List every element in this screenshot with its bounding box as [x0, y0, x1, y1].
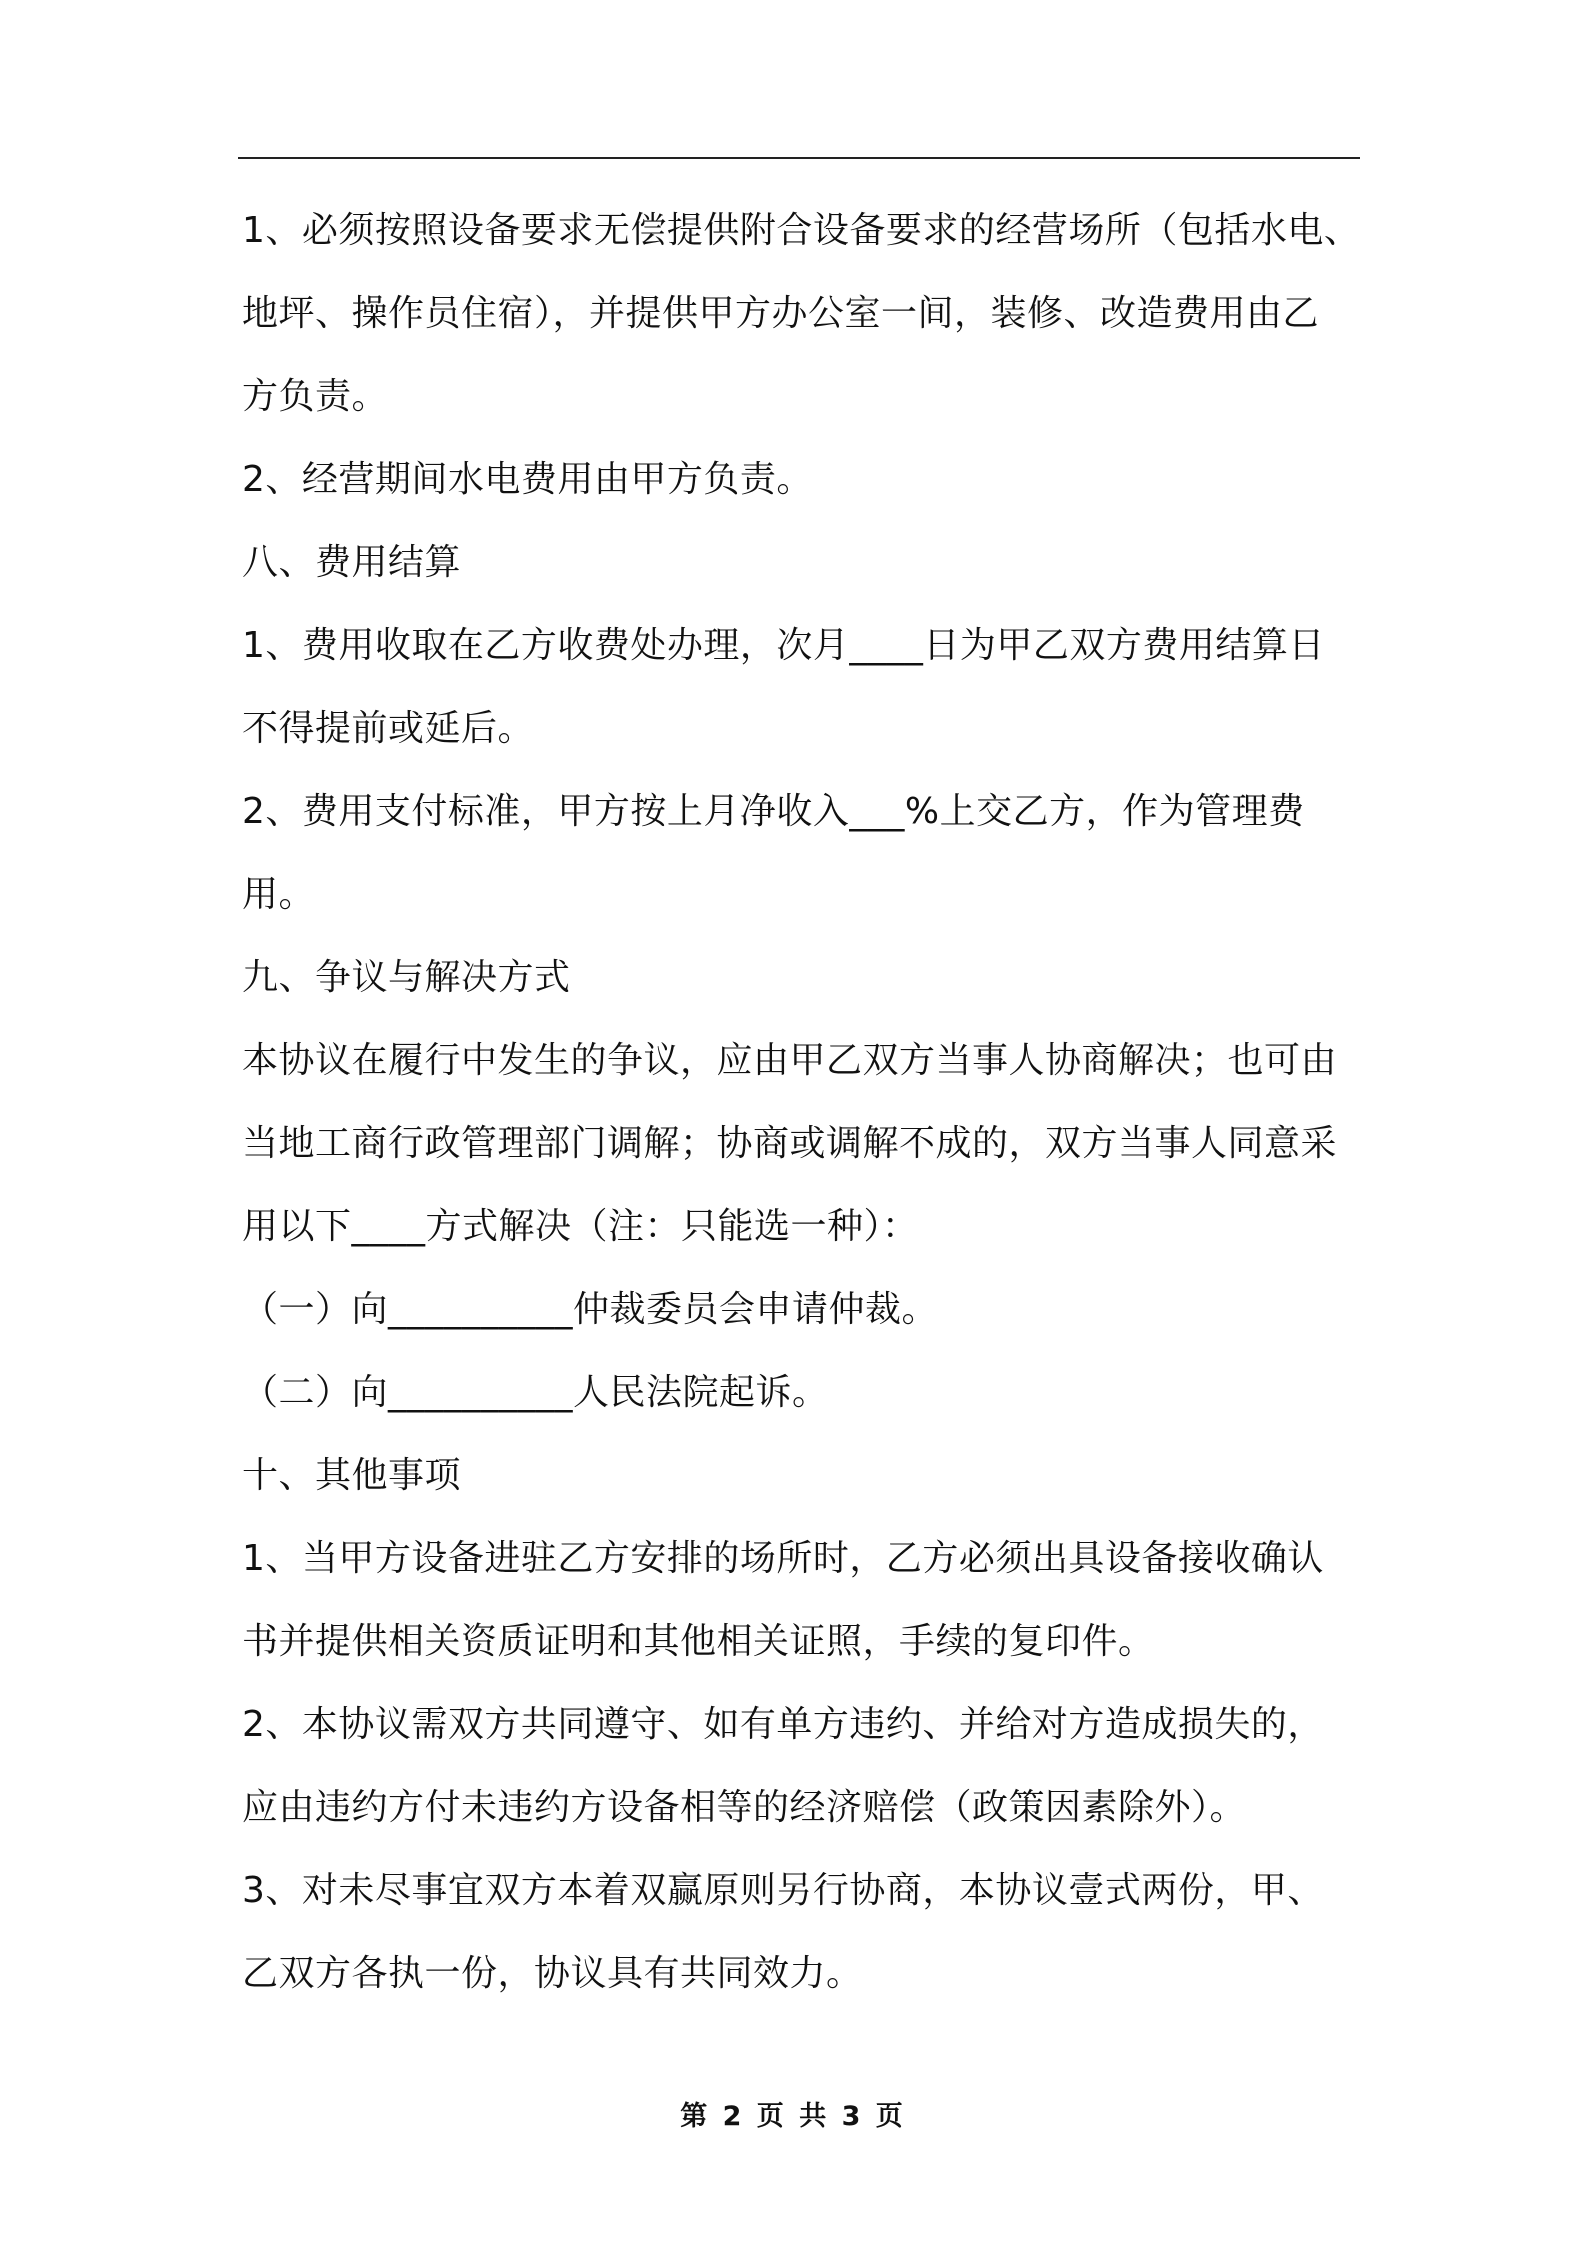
clause-line: 1、费用收取在乙方收费处办理，次月____日为甲乙双方费用结算日 [242, 625, 1325, 666]
clause-line: 2、费用支付标准，甲方按上月净收入___%上交乙方，作为管理费 [242, 791, 1305, 832]
option-line: （一）向__________仲裁委员会申请仲裁。 [242, 1289, 939, 1330]
clause-line: 地坪、操作员住宿），并提供甲方办公室一间，装修、改造费用由乙 [242, 293, 1320, 334]
page-number-footer: 第 2 页 共 3 页 [680, 2101, 906, 2132]
option-line: （二）向__________人民法院起诉。 [242, 1372, 829, 1413]
clause-line: 1、当甲方设备进驻乙方安排的场所时，乙方必须出具设备接收确认 [242, 1538, 1324, 1579]
section-heading: 十、其他事项 [242, 1455, 462, 1496]
header-rule [238, 157, 1360, 159]
section-heading: 八、费用结算 [242, 542, 462, 583]
section-heading: 九、争议与解决方式 [242, 957, 571, 998]
clause-line: 用。 [242, 874, 316, 915]
clause-line: 本协议在履行中发生的争议，应由甲乙双方当事人协商解决；也可由 [242, 1040, 1338, 1081]
clause-line: 不得提前或延后。 [242, 708, 535, 749]
clause-line: 应由违约方付未违约方设备相等的经济赔偿（政策因素除外）。 [242, 1787, 1247, 1828]
clause-line: 2、本协议需双方共同遵守、如有单方违约、并给对方造成损失的， [242, 1704, 1324, 1745]
clause-line: 3、对未尽事宜双方本着双赢原则另行协商，本协议壹式两份，甲、 [242, 1870, 1324, 1911]
clause-line: 乙双方各执一份，协议具有共同效力。 [242, 1953, 863, 1994]
clause-line: 当地工商行政管理部门调解；协商或调解不成的，双方当事人同意采 [242, 1123, 1338, 1164]
clause-line: 2、经营期间水电费用由甲方负责。 [242, 459, 813, 500]
clause-line: 方负责。 [242, 376, 389, 417]
clause-line: 1、必须按照设备要求无偿提供附合设备要求的经营场所（包括水电、 [242, 210, 1361, 251]
clause-line: 用以下____方式解决（注：只能选一种）： [242, 1206, 919, 1247]
clause-line: 书并提供相关资质证明和其他相关证照，手续的复印件。 [242, 1621, 1155, 1662]
